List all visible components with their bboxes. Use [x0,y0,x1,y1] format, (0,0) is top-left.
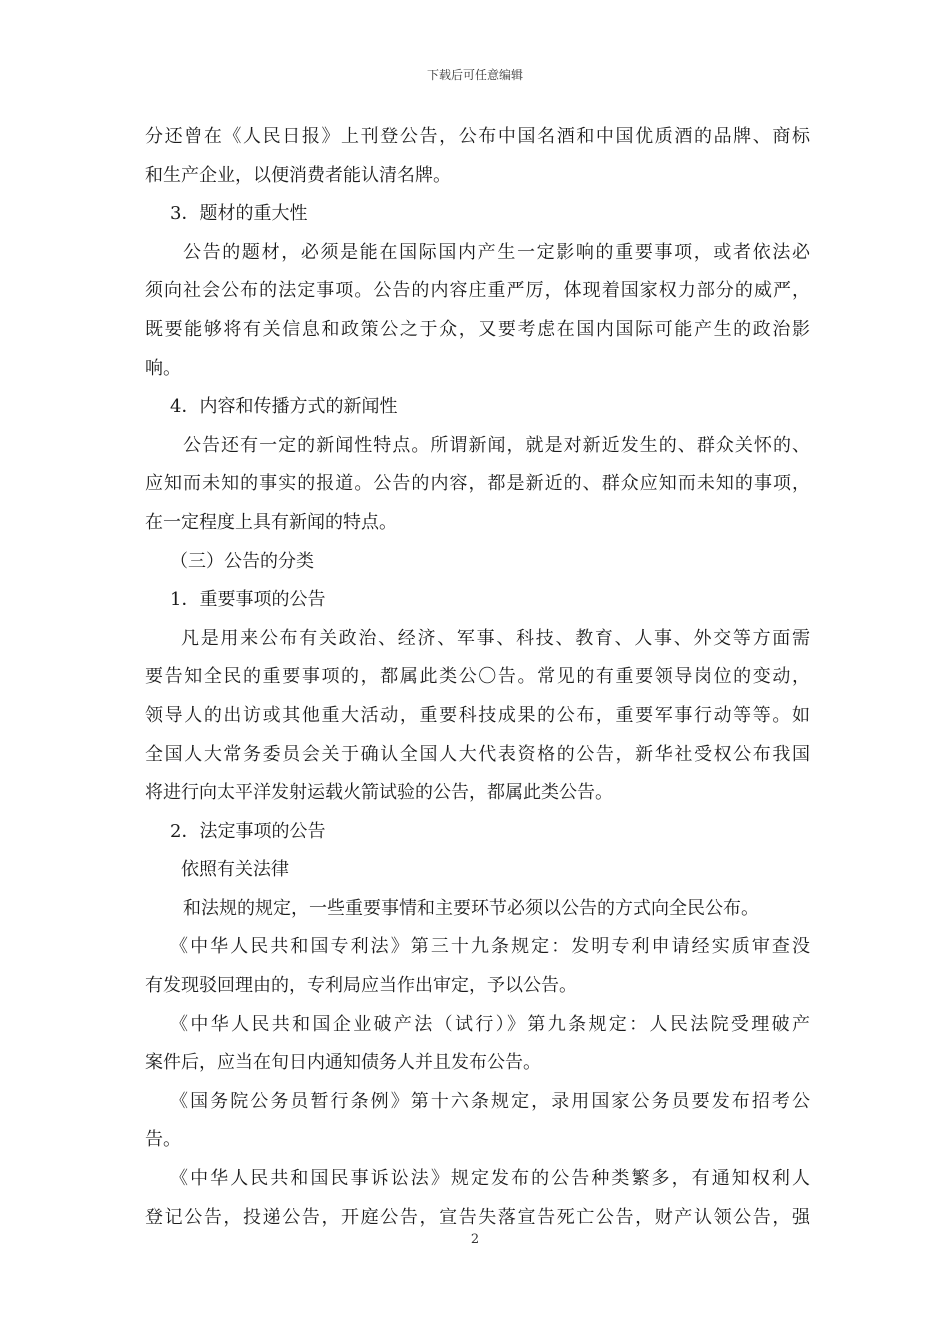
page-number: 2 [470,1232,480,1247]
paragraph-line: 《中华人民共和国企业破产法（试行）》第九条规定：人民法院受理破产 [170,1013,810,1035]
paragraph-line: 既要能够将有关信息和政策公之于众，又要考虑在国内国际可能产生的政治影 [145,318,810,340]
paragraph-line: 和生产企业，以便消费者能认清名牌。 [145,164,451,186]
paragraph-line: 公告还有一定的新闻性特点。所谓新闻，就是对新近发生的、群众关怀的、 [183,434,810,456]
paragraph-line: 案件后，应当在旬日内通知债务人并且发布公告。 [145,1052,541,1074]
paragraph-line: 和法规的规定，一些重要事情和主要环节必须以公告的方式向全民公布。 [183,897,759,919]
paragraph-line: 将进行向太平洋发射运载火箭试验的公告，都属此类公告。 [145,782,613,804]
section-heading: 2．法定事项的公告 [170,820,326,842]
page-header: 下载后可任意编辑 [426,68,523,82]
section-heading: 3．题材的重大性 [170,203,308,225]
paragraph-line: 《国务院公务员暂行条例》第十六条规定，录用国家公务员要发布招考公 [170,1090,810,1112]
paragraph-line: 应知而未知的事实的报道。公告的内容，都是新近的、群众应知而未知的事项， [145,473,810,495]
paragraph-line: 在一定程度上具有新闻的特点。 [145,511,397,533]
paragraph-line: 领导人的出访或其他重大活动，重要科技成果的公布，重要军事行动等等。如 [145,704,810,726]
paragraph-line: 依照有关法律 [181,859,289,881]
document-body [145,118,810,1237]
section-heading: （三）公告的分类 [170,550,314,572]
paragraph-line: 有发现驳回理由的，专利局应当作出审定，予以公告。 [145,975,577,997]
paragraph-line: 凡是用来公布有关政治、经济、军事、科技、教育、人事、外交等方面需 [181,627,810,649]
paragraph-line: 《中华人民共和国民事诉讼法》规定发布的公告种类繁多，有通知权利人 [170,1168,810,1190]
paragraph-line: 公告的题材，必须是能在国际国内产生一定影响的重要事项，或者依法必 [183,241,810,263]
paragraph-line: 全国人大常务委员会关于确认全国人大代表资格的公告，新华社受权公布我国 [145,743,810,765]
paragraph-line: 须向社会公布的法定事项。公告的内容庄重严厉，体现着国家权力部分的威严， [145,280,810,302]
paragraph-line: 《中华人民共和国专利法》第三十九条规定：发明专利申请经实质审查没 [170,936,810,958]
paragraph-line: 告。 [145,1129,181,1151]
section-heading: 4．内容和传播方式的新闻性 [170,396,398,418]
paragraph-line: 分还曾在《人民日报》上刊登公告，公布中国名酒和中国优质酒的品牌、商标 [145,126,810,147]
paragraph-line: 登记公告，投递公告，开庭公告，宣告失落宣告死亡公告，财产认领公告，强 [145,1206,810,1228]
paragraph-line: 响。 [145,357,181,379]
section-heading: 1．重要事项的公告 [170,589,326,611]
paragraph-line: 要告知全民的重要事项的，都属此类公〇告。常见的有重要领导岗位的变动， [145,666,810,688]
